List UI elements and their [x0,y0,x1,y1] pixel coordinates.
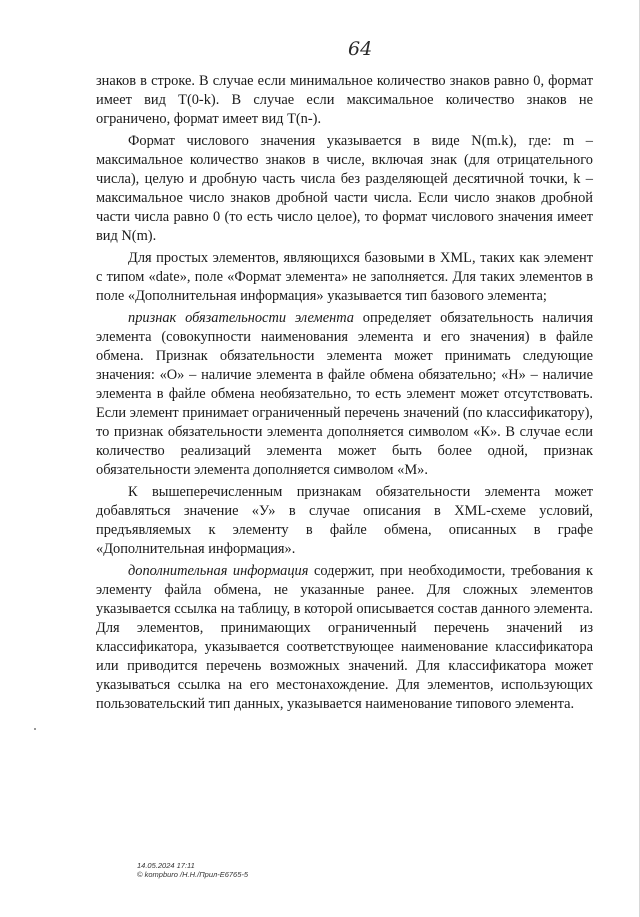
paragraph [96,309,593,480]
paragraph [96,72,593,129]
document-body [96,72,593,714]
paragraph-text: Для простых элементов, являющихся базовыми в XML, таких как элемент с типом «date», поле «Формат элемента» не заполняется. Для таких элементов в поле «Дополнительная информация» указывается тип базового элемента; [96,250,593,304]
paragraph-text: содержит, при необходимости, требования к элементу файла обмена, не указанные ранее. Для сложных элементов указывается ссылка на таблицу, в которой описывается состав данного элемента. Для элементов, принимающих ограниченный перечень значений из классификатора, указывается соответствующее наименование классификатора или приводится перечень возможных значений. Для классификатора может указываться ссылка на его местонахождение. Для элементов, использующих пользовательский тип данных, указывается наименование типового элемента. [96,563,593,712]
italic-term: признак обязательности элемента [128,310,354,326]
paragraph [96,562,593,714]
handwritten-page-number: 64 [348,38,373,60]
footer-timestamp: 14.05.2024 17:11 [137,861,195,870]
scan-speck [34,728,36,730]
paragraph [96,132,593,246]
italic-term: дополнительная информация [128,563,309,579]
paragraph [96,483,593,559]
paragraph-text: К вышеперечисленным признакам обязательности элемента может добавляться значение «У» в случае описания в XML-схеме условий, предъявляемых к элементу в файле обмена, описанных в графе «Дополнительная информация». [96,484,593,557]
paragraph-text: определяет обязательность наличия элемента (совокупности наименования элемента и его значения) в файле обмена. Признак обязательности элемента может принимать следующие значения: «О» – наличие элемента в файле обмена обязательно; «Н» – наличие элемента в файле обмена необязательно, то есть элемент может отсутствовать. Если элемент принимает ограниченный перечень значений (по классификатору), то признак обязательности элемента дополняется символом «К». В случае если количество реализаций элемента может быть более одной, признак обязательности элемента дополняется символом «М». [96,310,593,478]
document-footer [137,861,248,879]
footer-reference: © kompburo /Н.Н./Прил-Е6765-5 [137,870,249,879]
paragraph [96,249,593,306]
paragraph-text: знаков в строке. В случае если минимальное количество знаков равно 0, формат имеет вид T(0-k). В случае если максимальное количество знаков не ограничено, формат имеет вид T(n-). [96,73,593,127]
paragraph-text: Формат числового значения указывается в виде N(m.k), где: m – максимальное количество знаков в числе, включая знак (для отрицательного числа), целую и дробную часть числа без разделяющей десятичной точки, k – максимальное число знаков дробной части числа. Если число знаков дробной части числа равно 0 (то есть число целое), то формат числового значения имеет вид N(m). [96,133,593,244]
